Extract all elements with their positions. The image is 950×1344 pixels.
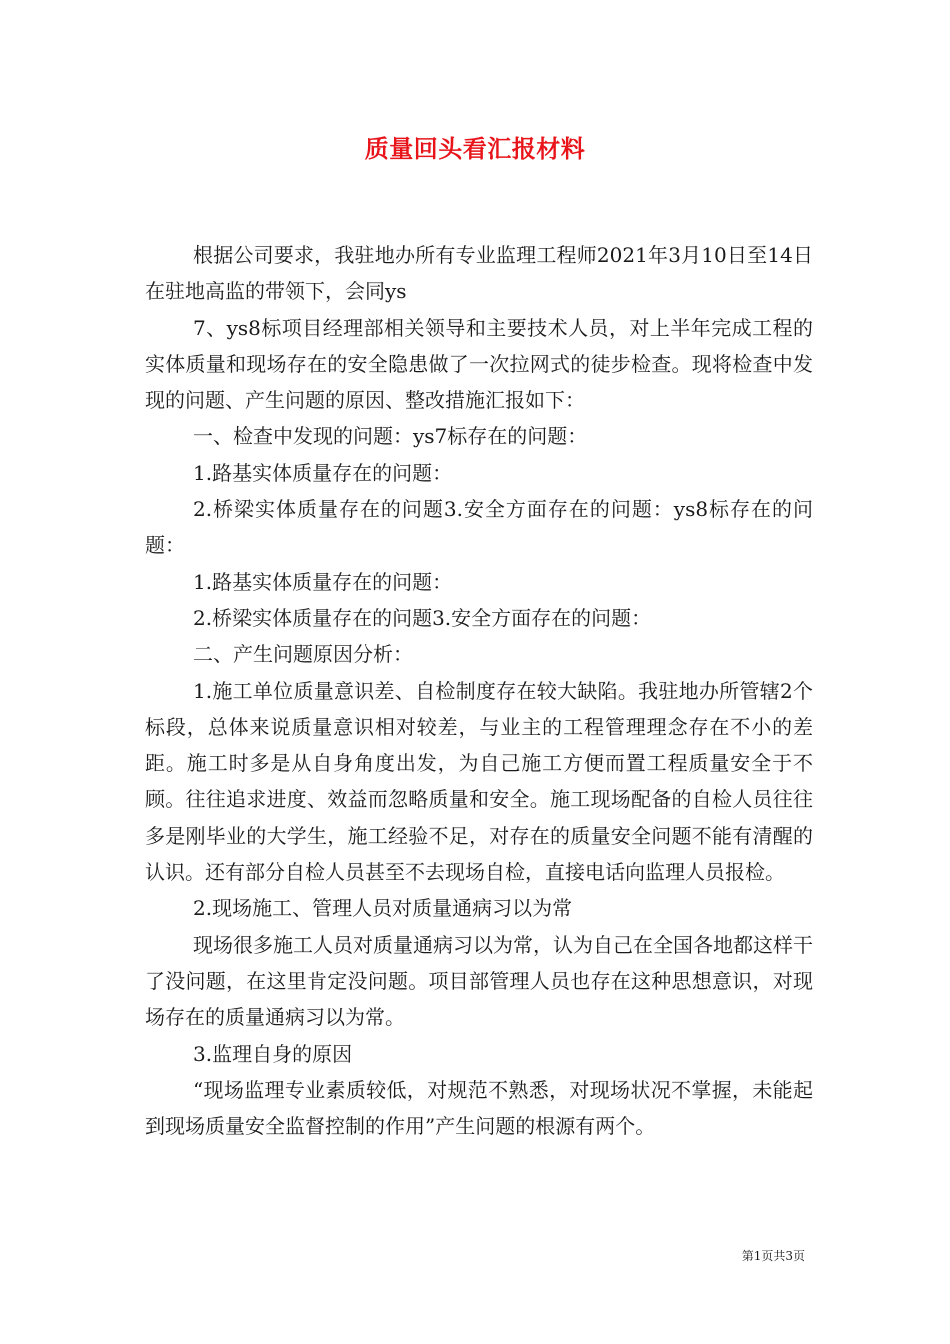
paragraph-cause-3: “现场监理专业素质较低，对规范不熟悉，对现场状况不掌握，未能起到现场质量安全监督控制的作用”产生问题的根源有两个。: [145, 1077, 813, 1139]
list-item-ys7-subgrade: 1.路基实体质量存在的问题：: [193, 460, 453, 485]
paragraph-intro: 根据公司要求，我驻地办所有专业监理工程师2021年3月10日至14日在驻地高监的带领下，会同ys: [145, 243, 813, 304]
section-heading-causes: 二、产生问题原因分析：: [193, 642, 413, 667]
section-heading-problems: 一、检查中发现的问题：ys7标存在的问题：: [193, 424, 588, 449]
document-body: [145, 237, 813, 1144]
paragraph-cause-2: 现场很多施工人员对质量通病习以为常，认为自己在全国各地都这样干了没问题，在这里肯定没问题。项目部管理人员也存在这种思想意识，对现场存在的质量通病习以为常。: [145, 932, 813, 1030]
document-title: 质量回头看汇报材料: [364, 134, 586, 163]
subheading-cause-3: 3.监理自身的原因: [193, 1041, 353, 1066]
subheading-cause-2: 2.现场施工、管理人员对质量通病习以为常: [193, 896, 573, 921]
paragraph-cause-1: 1.施工单位质量意识差、自检制度存在较大缺陷。我驻地办所管辖2个标段，总体来说质量意识相对较差，与业主的工程管理理念存在不小的差距。施工时多是从自身角度出发，为自己施工方便而置工程质量安全于不顾。往往追求进度、效益而忽略质量和安全。施工现场配备的自检人员往往多是刚毕业的大学生，施工经验不足，对存在的质量安全问题不能有清醒的认识。还有部分自检人员甚至不去现场自检，直接电话向监理人员报检。: [145, 678, 813, 885]
list-item-ys8-subgrade: 1.路基实体质量存在的问题：: [193, 569, 453, 594]
page-number-footer: 第1页共3页: [741, 1249, 805, 1263]
list-item-ys7-bridge-safety: 2.桥梁实体质量存在的问题3.安全方面存在的问题：ys8标存在的问题：: [145, 497, 813, 558]
list-item-ys8-bridge-safety: 2.桥梁实体质量存在的问题3.安全方面存在的问题：: [193, 605, 652, 630]
paragraph-inspection-scope: 7、ys8标项目经理部相关领导和主要技术人员，对上半年完成工程的实体质量和现场存在的安全隐患做了一次拉网式的徒步检查。现将检查中发现的问题、产生问题的原因、整改措施汇报如下：: [145, 315, 813, 413]
